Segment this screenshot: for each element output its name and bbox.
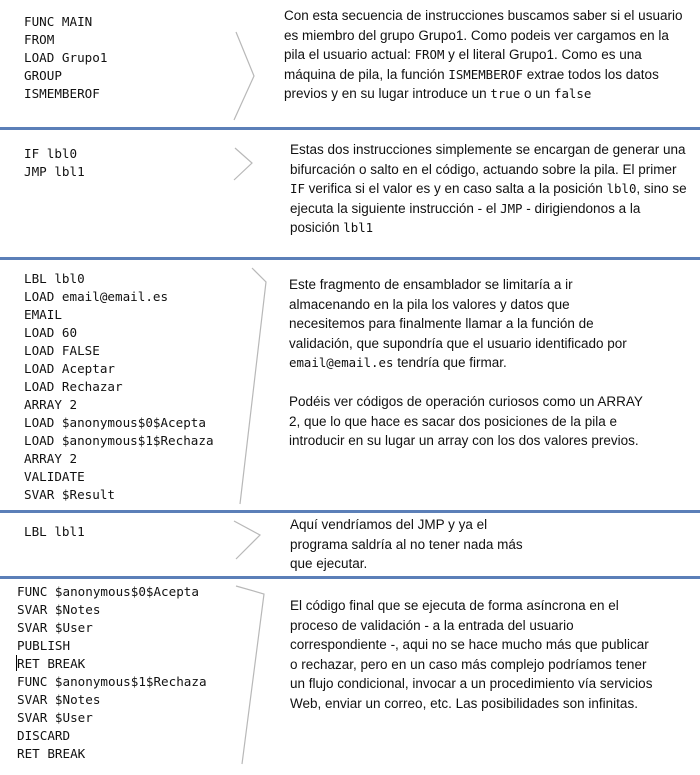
- section-divider-3: [0, 510, 700, 513]
- code-line: FUNC MAIN: [24, 14, 93, 29]
- code-line: LOAD $anonymous$1$Rechaza: [24, 433, 214, 448]
- code-line: VALIDATE: [24, 469, 85, 484]
- bracket-connector-2: [230, 144, 270, 184]
- description-5: [290, 596, 658, 714]
- code-line: FUNC $anonymous$1$Rechaza: [17, 674, 207, 689]
- code-line: RET BREAK: [17, 656, 86, 671]
- code-line: IF lbl0: [24, 146, 78, 161]
- bracket-connector-3: [234, 264, 274, 508]
- description-text: Podéis ver códigos de operación curiosos como un ARRAY 2, que lo que hace es sacar dos posiciones de la pila e introducir en su lugar un array con los dos valores previos.: [289, 393, 643, 449]
- code-line: LOAD 60: [24, 325, 78, 340]
- inline-code: false: [554, 86, 592, 102]
- description-text: , sino se ejecuta la siguiente instrucción - el: [290, 181, 687, 216]
- inline-code: IF: [290, 181, 305, 197]
- code-line: RET BREAK: [17, 746, 86, 761]
- code-line: FROM: [24, 32, 55, 47]
- code-line: ARRAY 2: [24, 451, 78, 466]
- description-text: Con esta secuencia de instrucciones buscamos saber si el usuario es miembro del grupo Grupo1. Como podeis ver cargamos en la pila el usuario actual:: [284, 8, 683, 63]
- code-line: ISMEMBEROF: [24, 86, 100, 101]
- code-line: DISCARD: [17, 728, 71, 743]
- code-block-3: [24, 270, 214, 504]
- description-text: Aquí vendríamos del JMP y ya el: [290, 517, 488, 532]
- description-text: verifica si el valor es y en caso salta a la posición: [304, 181, 607, 197]
- code-block-1: [24, 13, 107, 103]
- code-line: SVAR $Notes: [17, 602, 101, 617]
- code-line: SVAR $Result: [24, 487, 115, 502]
- code-line: FUNC $anonymous$0$Acepta: [17, 584, 199, 599]
- code-line: SVAR $Notes: [17, 692, 101, 707]
- description-text: y el literal Grupo1. Como es una máquina de pila, la función: [284, 47, 642, 82]
- code-line: PUBLISH: [17, 638, 71, 653]
- code-line: GROUP: [24, 68, 62, 83]
- description-text: o un: [520, 86, 554, 102]
- code-line: JMP lbl1: [24, 164, 85, 179]
- code-block-2: [24, 145, 85, 181]
- code-line: LOAD email@email.es: [24, 289, 169, 304]
- description-text: extrae todos los datos previos y en su lugar introduce un: [284, 66, 659, 102]
- description-text: - dirigiendonos a la posición: [290, 200, 641, 236]
- bracket-connector-4: [230, 517, 270, 563]
- bracket-connector-1: [230, 28, 270, 123]
- description-paragraph: [290, 140, 688, 238]
- description-text: que ejecutar.: [290, 556, 368, 572]
- description-text: Estas dos instrucciones simplemente se encargan de generar una bifurcación o salto en el código, actuando sobre la pila. El primer: [290, 142, 686, 177]
- section-divider-4: [0, 576, 700, 579]
- code-line: LOAD FALSE: [24, 343, 100, 358]
- code-line: LBL lbl1: [24, 524, 85, 539]
- description-text: El código final que se ejecuta de forma asíncrona en el proceso de validación - a la entrada del usuario correspondiente -, aqui no se hace mucho más que publicar o rechazar, pero en un caso más complejo podríamos tener un flujo condicional, invocar a un procedimiento vía servicios Web, enviar un correo, etc. Las posibilidades son infinitas.: [290, 598, 653, 711]
- description-4: [290, 515, 590, 574]
- inline-code: true: [490, 86, 521, 102]
- inline-code: email@email.es: [289, 355, 394, 371]
- description-text: programa saldría al no tener nada más: [290, 536, 523, 552]
- description-text: Este fragmento de ensamblador se limitaría a ir almacenando en la pila los valores y datos que necesitemos para finalmente llamar a la función de validación, que supondría que el usuario identificado por: [289, 277, 627, 351]
- code-line: LBL lbl0: [24, 271, 85, 286]
- code-block-5: [17, 583, 207, 763]
- code-block-4: [24, 523, 85, 541]
- description-paragraph: [290, 515, 590, 574]
- description-paragraph: [289, 392, 647, 451]
- description-1: [284, 6, 686, 104]
- description-paragraph: [284, 6, 686, 104]
- section-divider-2: [0, 257, 700, 260]
- code-line: LOAD $anonymous$0$Acepta: [24, 415, 206, 430]
- code-line: LOAD Rechazar: [24, 379, 123, 394]
- description-paragraph: [290, 596, 658, 714]
- code-line: SVAR $User: [17, 620, 93, 635]
- bracket-connector-5: [232, 582, 272, 768]
- inline-code: FROM: [414, 47, 445, 63]
- description-text: tendría que firmar.: [393, 355, 507, 371]
- inline-code: lbl1: [343, 220, 374, 236]
- description-paragraph: [289, 275, 647, 373]
- code-line: LOAD Grupo1: [24, 50, 108, 65]
- inline-code: lbl0: [606, 181, 637, 197]
- inline-code: ISMEMBEROF: [448, 66, 523, 82]
- code-line: ARRAY 2: [24, 397, 78, 412]
- text-cursor: [16, 655, 17, 671]
- description-2: [290, 140, 688, 238]
- description-3: [289, 275, 647, 451]
- code-line: LOAD Aceptar: [24, 361, 115, 376]
- section-divider-1: [0, 127, 700, 130]
- inline-code: JMP: [500, 200, 523, 216]
- code-line: EMAIL: [24, 307, 62, 322]
- code-line: SVAR $User: [17, 710, 93, 725]
